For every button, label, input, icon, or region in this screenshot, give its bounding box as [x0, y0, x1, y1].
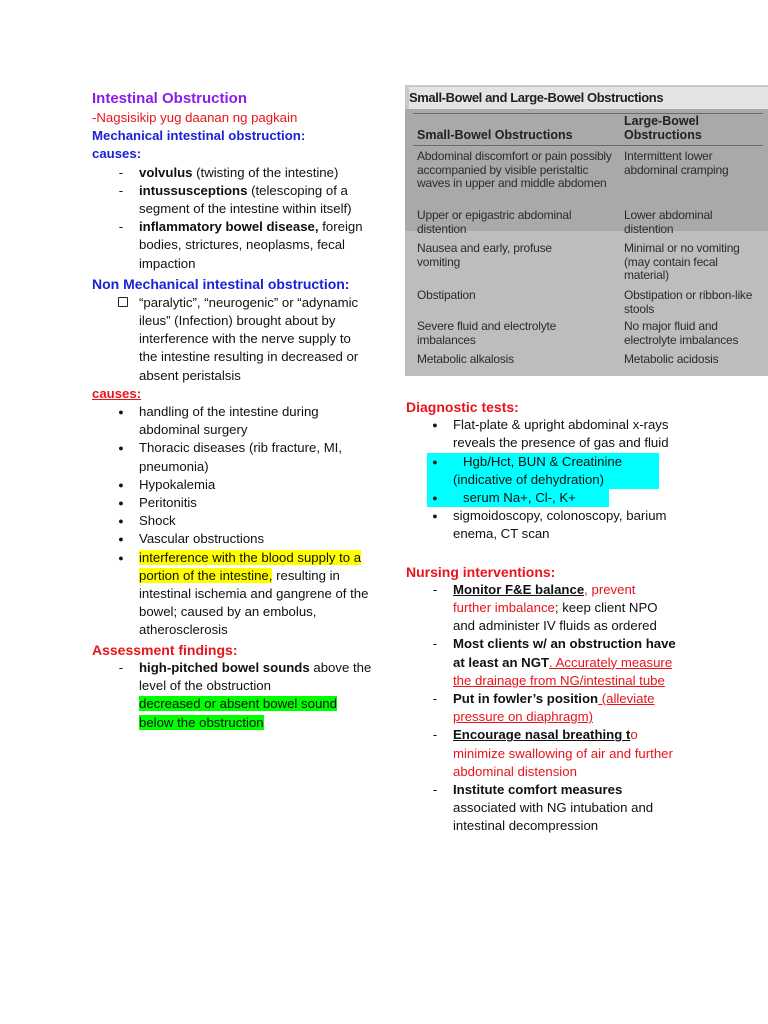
- nursing-heading: Nursing interventions:: [406, 563, 556, 580]
- left-column: [92, 89, 372, 732]
- mechanical-causes-list: [92, 164, 372, 273]
- table-cell: Minimal or no vomiting (may contain fecal material): [624, 241, 740, 283]
- list-item: - Most clients w/ an obstruction have at least an NGT. Accurately measure the drainage from NG/intestinal tube: [432, 636, 676, 688]
- table-cell: Obstipation: [417, 288, 476, 302]
- list-item: - Encourage nasal breathing to minimize swallowing of air and further abdominal distension: [432, 727, 673, 779]
- right-column: [406, 398, 676, 836]
- highlighted-text: (indicative of dehydration): [427, 471, 659, 489]
- non-mechanical-list: [92, 294, 372, 385]
- table-cell: Abdominal discomfort or pain possibly accompanied by visible peristaltic waves in upper and middle abdomen: [417, 149, 612, 191]
- list-item: ● Hgb/Hct, BUN & Creatinine (indicative of dehydration): [406, 453, 676, 489]
- list-item: ● serum Na+, Cl-, K+: [406, 489, 676, 507]
- list-item: ● handling of the intestine during abdominal surgery: [118, 404, 319, 438]
- table-cell: Intermittent lower abdominal cramping: [624, 149, 729, 177]
- list-item: ● interference with the blood supply to a portion of the intestine, resulting in intestinal ischemia and gangrene of the bowel; caused by an embolus, atherosclerosis: [118, 549, 369, 638]
- list-item: ● sigmoidoscopy, colonoscopy, barium enema, CT scan: [432, 508, 667, 542]
- table-cell: Obstipation or ribbon-like stools: [624, 288, 753, 316]
- table-cell: Lower abdominal distention: [624, 208, 713, 236]
- table-cell: Metabolic alkalosis: [417, 352, 514, 366]
- checkbox[interactable]: [118, 297, 128, 307]
- assessment-list: [92, 659, 372, 732]
- list-item: ● Thoracic diseases (rib fracture, MI, pneumonia): [118, 440, 343, 474]
- list-item: - volvulus (twisting of the intestine): [92, 164, 372, 182]
- causes-label: causes:: [92, 385, 142, 401]
- assessment-heading: Assessment findings:: [92, 641, 238, 658]
- table-cell: No major fluid and electrolyte imbalances: [624, 319, 739, 347]
- mechanical-heading: Mechanical intestinal obstruction:: [92, 128, 306, 144]
- page-title: Intestinal Obstruction: [92, 90, 248, 107]
- highlighted-text: Hgb/Hct, BUN & Creatinine: [427, 453, 659, 471]
- subtitle: -Nagsisikip yug daanan ng pagkain: [92, 110, 298, 125]
- non-mechanical-heading: Non Mechanical intestinal obstruction:: [92, 275, 350, 292]
- bowel-obstructions-table-image: [405, 85, 768, 376]
- table-rule: [413, 145, 763, 146]
- list-item: - Put in fowler’s position (alleviate pressure on diaphragm): [432, 691, 655, 725]
- diagnostic-list: [406, 416, 676, 543]
- list-item: - Institute comfort measures associated with NG intubation and intestinal decompression: [432, 782, 654, 834]
- list-item: - high-pitched bowel sounds above the level of the obstruction decreased or absent bowel sound below the obstruction: [118, 659, 372, 730]
- list-item: ● Hypokalemia: [118, 476, 216, 492]
- list-item: - intussusceptions (telescoping of a segment of the intestine within itself): [92, 182, 372, 218]
- mechanical-causes-label: causes:: [92, 146, 142, 162]
- highlighted-text: serum Na+, Cl-, K+: [427, 489, 609, 507]
- highlighted-text: decreased or absent bowel sound below the obstruction: [139, 696, 337, 730]
- highlighted-text: interference with the blood supply to a portion of the intestine,: [139, 549, 362, 583]
- list-item: ● Vascular obstructions: [118, 531, 265, 547]
- table-cell: Severe fluid and electrolyte imbalances: [417, 319, 557, 347]
- list-item: - inflammatory bowel disease, foreign bodies, strictures, neoplasms, fecal impaction: [92, 218, 372, 273]
- list-item: - Monitor F&E balance, prevent further imbalance; keep client NPO and administer IV fluids as ordered: [432, 581, 658, 634]
- list-item: ● Peritonitis: [118, 495, 197, 511]
- table-cell: Upper or epigastric abdominal distention: [417, 208, 572, 236]
- list-item: “paralytic”, “neurogenic” or “adynamic ileus” (Infection) brought about by interference with the nerve supply to the intestine resulting in decreased or absent peristalsis: [92, 294, 372, 385]
- list-item: ● Flat-plate & upright abdominal x-rays reveals the presence of gas and fluid: [432, 417, 669, 451]
- table-header-large: Large-Bowel Obstructions: [624, 114, 702, 142]
- table-cell: Nausea and early, profuse vomiting: [417, 241, 552, 269]
- table-header-small: Small-Bowel Obstructions: [417, 128, 573, 142]
- non-mechanical-causes-list: [92, 403, 372, 640]
- dash-bullet: -: [118, 182, 124, 198]
- dash-bullet: -: [118, 164, 124, 180]
- diagnostic-heading: Diagnostic tests:: [406, 399, 519, 415]
- table-caption: Small-Bowel and Large-Bowel Obstructions: [409, 87, 768, 109]
- nursing-list: [406, 581, 676, 836]
- dash-bullet: -: [118, 219, 124, 235]
- table-cell: Metabolic acidosis: [624, 352, 719, 366]
- list-item: ● Shock: [118, 513, 176, 529]
